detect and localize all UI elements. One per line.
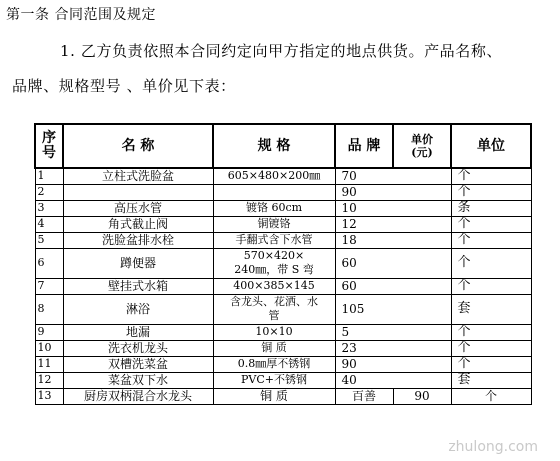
cell-seq: 12: [35, 372, 63, 388]
cell-brand: 23: [335, 340, 393, 356]
cell-spec: 10×10: [213, 324, 335, 340]
cell-name: 菜盆双下水: [63, 372, 213, 388]
cell-name: 厨房双柄混合水龙头: [63, 388, 213, 404]
product-table: [34, 123, 532, 405]
cell-brand: 40: [335, 372, 393, 388]
cell-unit: 个: [451, 388, 531, 404]
table-row: [35, 216, 531, 232]
cell-unit: 套: [451, 372, 531, 388]
cell-spec: 铜 质: [213, 340, 335, 356]
cell-name: 角式截止阀: [63, 216, 213, 232]
table-row: [35, 200, 531, 216]
cell-brand: 105: [335, 294, 393, 324]
cell-seq: 4: [35, 216, 63, 232]
cell-brand: 18: [335, 232, 393, 248]
cell-name: 双槽洗菜盆: [63, 356, 213, 372]
cell-spec: 0.8㎜厚不锈钢: [213, 356, 335, 372]
cell-price: [393, 232, 451, 248]
cell-seq: 11: [35, 356, 63, 372]
cell-spec: 铜 质: [213, 388, 335, 404]
cell-seq: 2: [35, 184, 63, 200]
table-row: [35, 372, 531, 388]
cell-price: [393, 200, 451, 216]
paragraph-line-2: 品牌、规格型号 、单价见下表：: [12, 77, 236, 95]
watermark: zhulong.com: [448, 439, 538, 455]
cell-price: [393, 278, 451, 294]
cell-seq: 13: [35, 388, 63, 404]
cell-brand: 90: [335, 184, 393, 200]
cell-unit: 个: [451, 248, 531, 278]
table-row: [35, 388, 531, 404]
cell-spec: PVC+不锈钢: [213, 372, 335, 388]
table-row: [35, 184, 531, 200]
cell-price: [393, 168, 451, 184]
cell-brand: 60: [335, 248, 393, 278]
cell-unit: 个: [451, 232, 531, 248]
cell-brand: 12: [335, 216, 393, 232]
cell-name: 洗衣机龙头: [63, 340, 213, 356]
cell-seq: 7: [35, 278, 63, 294]
table-row: [35, 324, 531, 340]
cell-brand: 百善: [335, 388, 393, 404]
cell-name: 洗脸盆排水栓: [63, 232, 213, 248]
cell-spec: [213, 184, 335, 200]
cell-price: [393, 340, 451, 356]
cell-unit: 个: [451, 340, 531, 356]
cell-unit: 个: [451, 278, 531, 294]
table-row: [35, 356, 531, 372]
cell-price: [393, 216, 451, 232]
cell-spec: 铜镀铬: [213, 216, 335, 232]
cell-unit: 条: [451, 200, 531, 216]
cell-brand: 60: [335, 278, 393, 294]
cell-spec: 570×420× 240㎜，带 S 弯: [213, 248, 335, 278]
cell-spec: 含龙头、花洒、水 管: [213, 294, 335, 324]
header-seq: 序号: [35, 124, 63, 168]
cell-price: [393, 248, 451, 278]
cell-price: [393, 324, 451, 340]
cell-seq: 9: [35, 324, 63, 340]
cell-unit: 个: [451, 216, 531, 232]
table-header-row: [35, 124, 531, 168]
cell-price: [393, 356, 451, 372]
cell-seq: 10: [35, 340, 63, 356]
table-row: [35, 278, 531, 294]
cell-unit: 个: [451, 324, 531, 340]
cell-spec: 400×385×145: [213, 278, 335, 294]
cell-seq: 5: [35, 232, 63, 248]
cell-price: [393, 294, 451, 324]
table-row: [35, 294, 531, 324]
table-row: [35, 248, 531, 278]
cell-name: [63, 184, 213, 200]
header-name: 名 称: [63, 124, 213, 168]
table-row: [35, 340, 531, 356]
cell-seq: 6: [35, 248, 63, 278]
cell-unit: 个: [451, 168, 531, 184]
cell-name: 立柱式洗脸盆: [63, 168, 213, 184]
cell-name: 地漏: [63, 324, 213, 340]
cell-name: 壁挂式水箱: [63, 278, 213, 294]
cell-spec: 605×480×200㎜: [213, 168, 335, 184]
cell-unit: 套: [451, 294, 531, 324]
cell-unit: 个: [451, 184, 531, 200]
cell-spec: 手翻式含下水管: [213, 232, 335, 248]
cell-name: 淋浴: [63, 294, 213, 324]
cell-price: [393, 184, 451, 200]
table-row: [35, 232, 531, 248]
paragraph-line-1: 1. 乙方负责依照本合同约定向甲方指定的地点供货。产品名称、: [60, 42, 503, 60]
header-spec: 规 格: [213, 124, 335, 168]
cell-brand: 90: [335, 356, 393, 372]
cell-unit: 个: [451, 356, 531, 372]
cell-seq: 8: [35, 294, 63, 324]
table-row: [35, 168, 531, 184]
cell-name: 高压水管: [63, 200, 213, 216]
cell-seq: 3: [35, 200, 63, 216]
cell-brand: 5: [335, 324, 393, 340]
cell-spec: 镀铬 60cm: [213, 200, 335, 216]
cell-price: 90: [393, 388, 451, 404]
header-unit: 单位: [451, 124, 531, 168]
cell-brand: 10: [335, 200, 393, 216]
cell-name: 蹲便器: [63, 248, 213, 278]
header-price: 单价 (元): [393, 124, 451, 168]
cell-price: [393, 372, 451, 388]
cell-brand: 70: [335, 168, 393, 184]
cell-seq: 1: [35, 168, 63, 184]
section-heading: 第一条 合同范围及规定: [6, 7, 156, 23]
header-brand: 品 牌: [335, 124, 393, 168]
